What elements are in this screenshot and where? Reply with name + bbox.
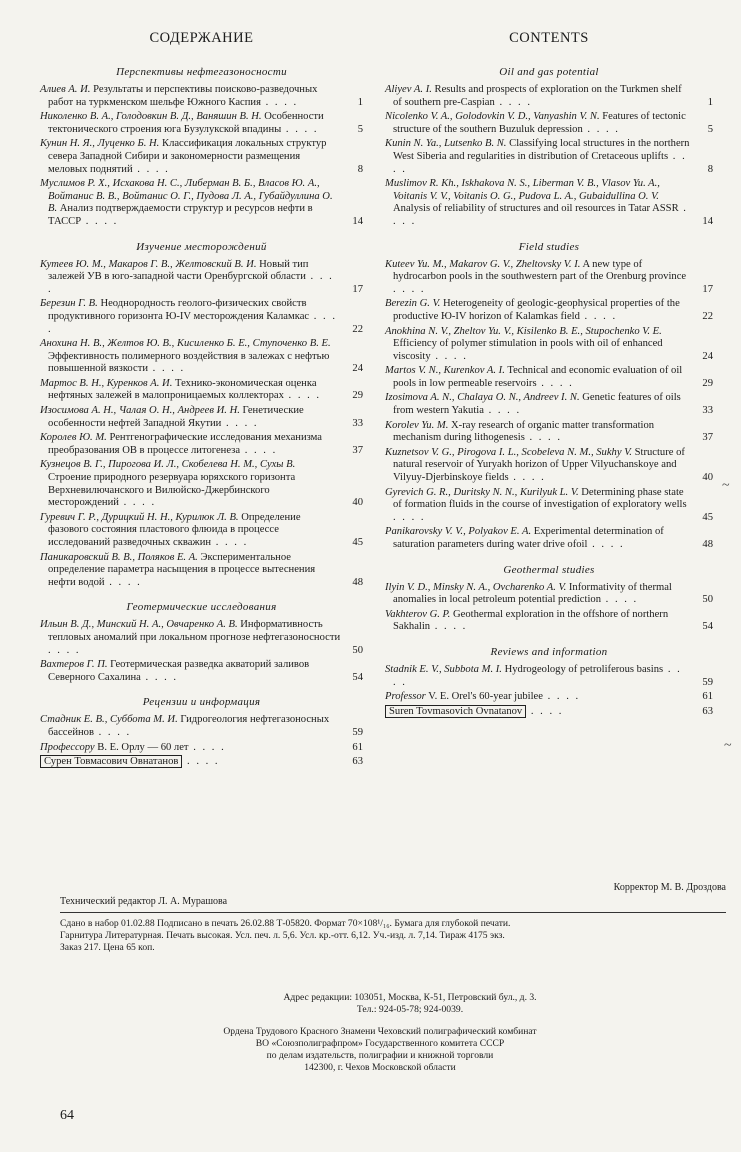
contents-entry <box>40 338 363 376</box>
contents-entry <box>385 691 713 704</box>
leader-dots: . . . . <box>393 663 682 688</box>
imprint-line: Гарнитура Литературная. Печать высокая. Усл. печ. л. 5,6. Усл. кр.-отт. 6,12. Уч.-изд. л. 7,14. Тираж 4175 экз. <box>60 930 505 941</box>
entry-authors: Korolev Yu. M. <box>385 419 449 431</box>
contents-column-english <box>385 30 713 720</box>
leader-dots: . . . . <box>104 576 142 588</box>
contents-entry <box>40 742 363 755</box>
entry-text <box>40 138 341 176</box>
section-title: Oil and gas potential <box>499 66 599 78</box>
contents-column-russian <box>40 30 363 771</box>
entry-page-number: 17 <box>352 283 363 295</box>
leader-dots: . . . . <box>182 756 220 768</box>
entry-page-number: 50 <box>352 644 363 656</box>
contents-entry <box>385 706 713 719</box>
entry-text <box>40 111 341 136</box>
entry-page-number: 8 <box>707 163 713 175</box>
entry-text <box>385 609 691 634</box>
contents-entry <box>40 552 363 590</box>
leader-dots: . . . . <box>93 726 132 738</box>
contents-entry <box>385 582 713 607</box>
entry-authors: Kunin N. Ya., Lutsenko B. N. <box>385 138 507 150</box>
entry-title: В. Е. Орлу — 60 лет <box>97 741 189 753</box>
leader-dots: . . . . <box>132 163 170 175</box>
printer-line: по делам издательств, полиграфии и книжной торговли <box>266 1050 494 1061</box>
contents-entry <box>40 512 363 550</box>
entry-text <box>385 365 691 390</box>
entry-page-number: 5 <box>357 123 363 135</box>
leader-dots: . . . . <box>542 691 581 703</box>
section-title: Перспективы нефтегазоносности <box>116 66 287 78</box>
leader-dots: . . . . <box>188 741 226 753</box>
contents-entry <box>40 138 363 176</box>
page-number: 64 <box>60 1108 74 1123</box>
entry-text <box>40 742 341 755</box>
entry-text <box>385 526 691 551</box>
entry-authors: Professor <box>385 691 426 703</box>
printer-line: ВО «Союзполиграфпром» Государственного комитета СССР <box>255 1038 505 1049</box>
section-title: Рецензии и информация <box>142 696 261 709</box>
entry-authors: Гуревич Г. Р., Дурицкий Н. Н., Курилюк Л. В. <box>40 511 239 523</box>
entry-title: Technical and economic evaluation of oil pools in low permeable reservoirs <box>393 365 683 389</box>
contents-entry <box>40 432 363 457</box>
entry-title: Информативность тепловых аномалий при локальном прогнозе нефтегазоносности <box>48 619 341 643</box>
entry-title: Геотермическая разведка акваторий заливов Северного Сахалина <box>48 659 310 683</box>
entry-title: Suren Tovmasovich Ovnatanov <box>385 705 526 718</box>
leader-dots: . . . . <box>526 705 564 717</box>
entry-title: Рентгенографические исследования механизма преобразования ОВ в процессе литогенеза <box>48 432 322 456</box>
leader-dots: . . . . <box>118 497 157 509</box>
leader-dots: . . . . <box>140 671 179 683</box>
section-title: Геотермические исследования <box>126 601 277 614</box>
leader-dots: . . . . <box>582 123 620 135</box>
contents-entry <box>40 714 363 739</box>
entry-page-number: 59 <box>702 676 713 688</box>
entry-title: Новый тип залежей УВ в юго-западной части Оренбургской области <box>48 258 309 283</box>
contents-entry <box>385 487 713 525</box>
entry-text <box>385 111 691 136</box>
entry-page-number: 45 <box>702 511 713 523</box>
entry-text <box>385 706 691 719</box>
entry-page-number: 40 <box>352 497 363 509</box>
entry-page-number: 14 <box>352 215 363 227</box>
leader-dots: . . . . <box>601 594 639 606</box>
entry-authors: Ilyin V. D., Minsky N. A., Ovcharenko A. V. <box>385 581 567 593</box>
leader-dots: . . . . <box>579 310 618 322</box>
entry-text <box>385 447 691 485</box>
entry-title: Гидрогеология нефтегазоносных бассейнов <box>48 714 330 738</box>
leader-dots: . . . . <box>148 363 186 375</box>
section-title: Изучение месторождений <box>136 240 267 253</box>
entry-authors: Березин Г. В. <box>40 298 98 310</box>
entry-authors: Anokhina N. V., Zheltov Yu. V., Kisilenko B. E., Stupochenko V. E. <box>385 325 662 337</box>
entry-page-number: 17 <box>702 283 713 295</box>
corrector-credit: Корректор М. В. Дроздова <box>613 882 726 893</box>
contents-entry <box>40 84 363 109</box>
margin-pencil-mark: ~ <box>722 478 730 493</box>
entry-text <box>40 378 341 403</box>
leader-dots: . . . . <box>81 215 119 227</box>
entry-authors: Кунин Н. Я., Луценко Б. Н. <box>40 138 160 150</box>
entry-text <box>385 259 691 297</box>
entry-title: Informativity of thermal anomalies in local petroleum potential prediction <box>393 581 672 606</box>
entry-text <box>385 420 691 445</box>
contents-entry <box>385 178 713 228</box>
entry-authors: Кутеев Ю. М., Макаров Г. В., Желтовский В. И. <box>40 258 257 270</box>
contents-entry <box>40 378 363 403</box>
entry-text <box>40 259 341 297</box>
contents-entry <box>385 138 713 176</box>
entry-page-number: 24 <box>702 350 713 362</box>
entry-authors: Стадник Е. В., Суббота М. И. <box>40 714 178 726</box>
entry-title: Особенности тектонического строения юга Бузулукской впадины <box>48 111 324 135</box>
contents-entry <box>385 259 713 297</box>
entry-text <box>40 298 341 336</box>
printer-info <box>170 1026 590 1074</box>
contents-entry <box>40 619 363 657</box>
leader-dots: . . . . <box>221 417 259 429</box>
entry-text <box>40 178 341 228</box>
entry-authors: Izosimova A. N., Chalaya O. N., Andreev I. N. <box>385 392 580 404</box>
entry-title: Экспериментальное определение параметра насыщения в процессе вытеснения нефти водой <box>48 551 316 588</box>
entry-authors: Паникаровский В. В., Поляков Е. А. <box>40 551 198 563</box>
address-phone: Тел.: 924-05-78; 924-0039. <box>356 1004 464 1015</box>
contents-entry <box>40 259 363 297</box>
entry-text <box>40 338 341 376</box>
entry-text <box>385 178 691 228</box>
entry-title: Определение фазового состояния пластового флюида в процессе исследований разведочных скважин <box>48 511 301 548</box>
entry-authors: Изосимова А. Н., Чалая О. Н., Андреев И. Н. <box>40 405 240 417</box>
contents-entry <box>385 526 713 551</box>
entry-page-number: 29 <box>352 390 363 402</box>
entry-page-number: 48 <box>702 539 713 550</box>
leader-dots: . . . . <box>494 96 532 108</box>
entry-title: Analysis of reliability of structures and oil resources in Tatar ASSR <box>393 203 679 215</box>
entry-title: V. E. Orel's 60-year jubilee <box>428 691 543 703</box>
entry-title: Features of tectonic structure of the southern Buzuluk depression <box>393 111 686 135</box>
entry-page-number: 1 <box>707 96 713 108</box>
entry-title: Неоднородность геолого-физических свойств продуктивного горизонта Ю-IV месторождения Каламкас <box>48 298 310 322</box>
entry-page-number: 63 <box>702 705 713 717</box>
leader-dots: . . . . <box>48 644 81 656</box>
heading-russian: СОДЕРЖАНИЕ <box>149 30 254 46</box>
entry-page-number: 24 <box>352 363 363 375</box>
entry-title: Efficiency of polymer stimulation in pools with oil of enhanced viscosity <box>393 338 663 362</box>
entry-authors: Николенко В. А., Голодовкин В. Д., Ваняшин В. Н. <box>40 111 262 123</box>
leader-dots: . . . . <box>211 537 249 548</box>
entry-title: Классификация локальных структур севера Западной Сибири и закономерности размещения меловых поднятий <box>48 138 327 175</box>
entry-page-number: 54 <box>702 621 713 633</box>
section-title: Geothermal studies <box>503 563 595 576</box>
contents-entry <box>40 178 363 228</box>
contents-entry <box>385 326 713 364</box>
leader-dots: . . . . <box>393 150 687 175</box>
leader-dots: . . . . <box>536 377 574 389</box>
entry-text <box>385 138 691 176</box>
entry-title: Genetic features of oils from western Yakutia <box>393 392 681 417</box>
entry-page-number: 33 <box>702 405 713 417</box>
entry-page-number: 54 <box>352 671 363 683</box>
entry-title: Classifying local structures in the northern West Siberia and regularities in distribution of Cretaceous uplifts <box>393 138 690 162</box>
entry-authors: Ильин В. Д., Минский Н. А., Овчаренко А. В. <box>40 619 238 631</box>
contents-entry <box>40 298 363 336</box>
entry-page-number: 22 <box>352 323 363 335</box>
entry-text <box>40 659 341 684</box>
entry-page-number: 63 <box>352 756 363 768</box>
entry-authors: Муслимов Р. Х., Исхакова Н. С., Либерман В. Б., Власов Ю. А., Войтанис В. В., Войтанис О. Г., Пудова Л. А., Губайдуллина О. В. <box>40 178 333 215</box>
contents-entry <box>385 609 713 634</box>
section-title: Reviews and information <box>490 645 608 658</box>
entry-authors: Panikarovsky V. V., Polyakov E. A. <box>385 526 532 538</box>
printer-line: 142300, г. Чехов Московской области <box>304 1062 456 1073</box>
entry-page-number: 5 <box>707 123 713 135</box>
entry-text <box>40 756 341 769</box>
contents-entry <box>385 664 713 689</box>
contents-entry <box>385 365 713 390</box>
entry-page-number: 50 <box>702 594 713 606</box>
leader-dots: . . . . <box>430 621 468 633</box>
entry-page-number: 59 <box>352 726 363 738</box>
entry-page-number: 61 <box>352 741 363 753</box>
entry-text <box>385 487 691 525</box>
leader-dots: . . . . <box>260 96 299 108</box>
contents-entry <box>385 298 713 323</box>
leader-dots: . . . . <box>524 432 562 444</box>
entry-page-number: 14 <box>702 215 713 227</box>
footer-divider <box>60 912 726 913</box>
entry-authors: Muslimov R. Kh., Iskhakova N. S., Liberman V. B., Vlasov Yu. A., Voitanis V. V., Voitanis O. G., Pudova L. A., Gubaidullina O. V. <box>385 178 660 202</box>
entry-text <box>40 84 341 109</box>
leader-dots: . . . . <box>587 539 625 550</box>
leader-dots: . . . . <box>281 123 319 135</box>
entry-text <box>40 619 341 657</box>
entry-page-number: 45 <box>352 537 363 548</box>
imprint-line: Сдано в набор 01.02.88 Подписано в печать 26.02.88 Т-05820. Формат 70×108¹/₁₆. Бумага для глубокой печати. <box>60 918 511 929</box>
entry-title: Determining phase state of formation fluids in the course of investigation of exploratory wells <box>393 486 687 511</box>
entry-authors: Анохина Н. В., Желтов Ю. В., Кисиленко Б. Е., Ступоченко В. Е. <box>40 338 331 350</box>
entry-authors: Kuteev Yu. M., Makarov G. V., Zheltovsky V. I. <box>385 258 581 270</box>
heading-english: CONTENTS <box>509 30 589 46</box>
entry-page-number: 37 <box>352 444 363 456</box>
entry-text <box>40 459 341 509</box>
contents-entry <box>40 111 363 136</box>
leader-dots: . . . . <box>283 390 322 402</box>
entry-page-number: 1 <box>357 96 363 108</box>
entry-title: Geothermal exploration in the offshore of northern Sakhalin <box>393 608 669 633</box>
contents-entry <box>385 392 713 417</box>
entry-title: Технико-экономическая оценка нефтяных залежей в малопроницаемых коллекторах <box>48 377 317 402</box>
leader-dots: . . . . <box>48 310 337 335</box>
entry-title: Анализ подтверждаемости структур и ресурсов нефти в ТАССР <box>48 203 313 227</box>
entry-page-number: 33 <box>352 417 363 429</box>
contents-entry <box>385 447 713 485</box>
entry-text <box>385 582 691 607</box>
contents-entry <box>385 420 713 445</box>
entry-title: Сурен Товмасович Овнатанов <box>40 755 182 768</box>
entry-authors: Aliyev A. I. <box>385 84 432 95</box>
contents-entry <box>40 459 363 509</box>
entry-title: A new type of hydrocarbon pools in the southwestern part of the Orenburg province <box>393 258 687 283</box>
entry-page-number: 22 <box>702 310 713 322</box>
entry-text <box>40 552 341 590</box>
leader-dots: . . . . <box>393 511 426 523</box>
entry-text <box>40 432 341 457</box>
entry-text <box>40 512 341 550</box>
entry-authors: Vakhterov G. P. <box>385 608 451 620</box>
section-title: Field studies <box>518 240 580 253</box>
entry-title: X-ray research of organic matter transformation mechanism during lithogenesis <box>393 419 655 444</box>
entry-title: Heterogeneity of geologic-geophysical properties of the productive Ю-IV horizon of Kalamkas field <box>393 298 680 322</box>
printer-line: Ордена Трудового Красного Знамени Чеховский полиграфический комбинат <box>223 1026 537 1037</box>
editorial-address <box>240 992 580 1016</box>
entry-title: Генетические особенности нефтей Западной Якутии <box>48 405 304 429</box>
entry-page-number: 29 <box>702 377 713 389</box>
entry-title: Hydrogeology of petroliferous basins <box>504 663 664 675</box>
entry-page-number: 37 <box>702 432 713 444</box>
contents-entry <box>385 111 713 136</box>
leader-dots: . . . . <box>508 472 546 484</box>
contents-entry <box>40 405 363 430</box>
entry-text <box>40 714 341 739</box>
entry-authors: Martos V. N., Kurenkov A. I. <box>385 365 505 377</box>
imprint-block <box>60 918 726 954</box>
entry-page-number: 8 <box>357 163 363 175</box>
entry-title: Structure of natural reservoir of Yuryakh horizon of Upper Vilyuchanskoye and Vilyuy-Djerbinskoye fields <box>393 446 685 484</box>
entry-authors: Berezin G. V. <box>385 298 441 310</box>
address-line: Адрес редакции: 103051, Москва, К-51, Петровский бул., д. 3. <box>283 992 537 1003</box>
contents-entry <box>385 84 713 109</box>
entry-text <box>385 326 691 364</box>
entry-title: Experimental determination of saturation parameters during water drive ofoil <box>393 526 664 550</box>
entry-authors: Мартос В. Н., Куренков А. И. <box>40 377 173 389</box>
entry-page-number: 48 <box>352 576 363 588</box>
entry-authors: Nicolenko V. A., Golodovkin V. D., Vanyashin V. N. <box>385 111 600 123</box>
tech-editor-credit: Технический редактор Л. А. Мурашова <box>60 896 228 907</box>
contents-entry <box>40 756 363 769</box>
entry-text <box>385 392 691 417</box>
margin-pencil-mark: ~ <box>724 738 732 753</box>
entry-text <box>385 664 691 689</box>
entry-text <box>40 405 341 430</box>
entry-title: Results and prospects of exploration on the Turkmen shelf of southern pre-Caspian <box>393 84 682 108</box>
leader-dots: . . . . <box>48 271 334 295</box>
imprint-line: Заказ 217. Цена 65 коп. <box>60 942 155 953</box>
entry-text <box>385 298 691 323</box>
entry-page-number: 61 <box>702 691 713 703</box>
entry-authors: Королев Ю. М. <box>40 432 107 444</box>
entry-page-number: 40 <box>702 472 713 484</box>
entry-title: Строение природного резервуара юряхского горизонта Верхневилючанского и Вилюйско-Джербинского месторождений <box>48 472 296 509</box>
leader-dots: . . . . <box>430 350 468 362</box>
entry-title: Результаты и перспективы поисково-разведочных работ на туркменском шельфе Южного Каспия <box>48 84 318 108</box>
entry-title: Эффективность полимерного воздействия в залежах с нефтью повышенной вязкости <box>48 350 330 375</box>
leader-dots: . . . . <box>393 283 426 295</box>
entry-text <box>385 691 691 704</box>
entry-authors: Gyrevich G. R., Duritsky N. N., Kurilyuk L. V. <box>385 486 579 498</box>
leader-dots: . . . . <box>240 444 278 456</box>
entry-authors: Kuznetsov V. G., Pirogova I. L., Scobeleva N. M., Sukhy V. <box>385 446 632 458</box>
entry-authors: Stadnik E. V., Subbota M. I. <box>385 663 502 675</box>
entry-text <box>385 84 691 109</box>
leader-dots: . . . . <box>483 405 522 417</box>
contents-entry <box>40 659 363 684</box>
entry-authors: Профессору <box>40 741 95 753</box>
entry-authors: Алиев А. И. <box>40 84 91 95</box>
entry-authors: Вахтеров Г. П. <box>40 659 108 671</box>
leader-dots: . . . . <box>393 203 688 227</box>
entry-authors: Кузнецов В. Г., Пирогова И. Л., Скобелева Н. М., Сухы В. <box>40 459 296 471</box>
